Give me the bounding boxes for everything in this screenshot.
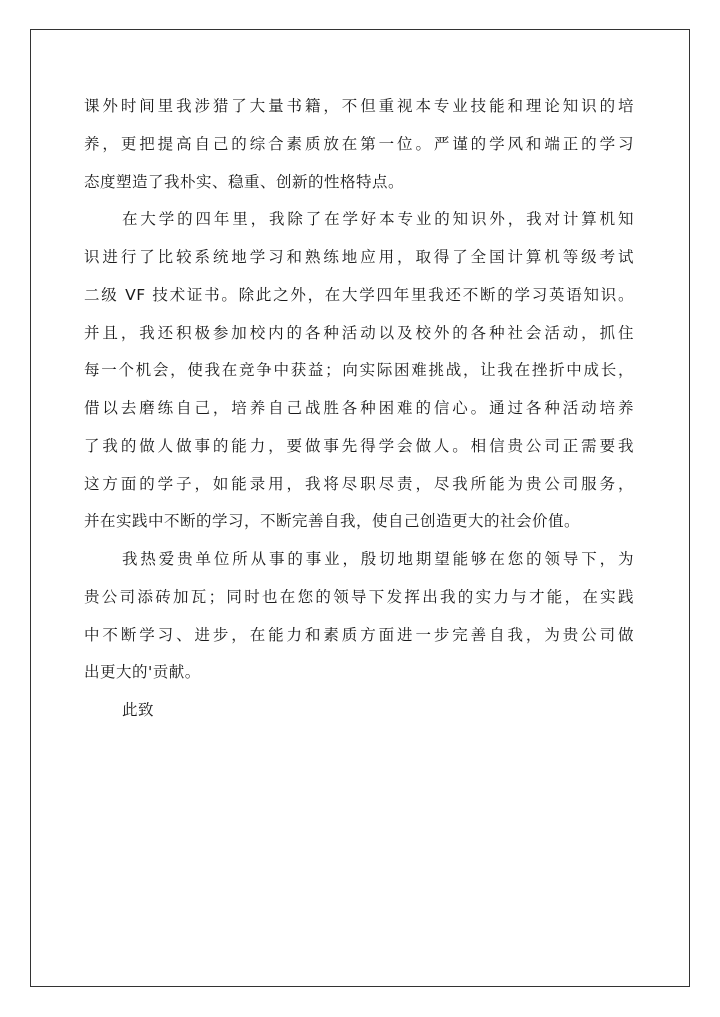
- text-line: 贵公司添砖加瓦；同时也在您的领导下发挥出我的实力与才能，在实践: [84, 587, 634, 606]
- text-line: 态度塑造了我朴实、稳重、创新的性格特点。: [84, 172, 405, 191]
- text-line: 课外时间里我涉猎了大量书籍，不但重视本专业技能和理论知识的培: [84, 97, 634, 115]
- text-line: 出更大的'贡献。: [84, 663, 201, 682]
- text-line: 中不断学习、进步，在能力和素质方面进一步完善自我，为贵公司做: [84, 625, 634, 644]
- text-line: 借以去磨练自己，培养自己战胜各种困难的信心。通过各种活动培养: [84, 399, 634, 417]
- paragraph-start-line: 我热爱贵单位所从事的事业，殷切地期望能够在您的领导下，为: [122, 550, 634, 568]
- text-line: 每一个机会，使我在竞争中获益；向实际困难挑战，让我在挫折中成长，: [84, 361, 634, 380]
- text-line: 这方面的学子，如能录用，我将尽职尽责，尽我所能为贵公司服务，: [84, 474, 634, 493]
- text-line: 二级 VF 技术证书。除此之外，在大学四年里我还不断的学习英语知识。: [84, 285, 634, 304]
- text-line: 并在实践中不断的学习，不断完善自我，使自己创造更大的社会价值。: [84, 512, 581, 531]
- text-line: 识进行了比较系统地学习和熟练地应用，取得了全国计算机等级考试: [84, 248, 634, 266]
- document-body: [84, 93, 634, 735]
- text-line: 并且，我还积极参加校内的各种活动以及校外的各种社会活动，抓住: [84, 323, 634, 342]
- closing-salutation: 此致: [122, 701, 155, 719]
- text-line: 了我的做人做事的能力，要做事先得学会做人。相信贵公司正需要我: [84, 436, 634, 455]
- paragraph-start-line: 在大学的四年里，我除了在学好本专业的知识外，我对计算机知: [122, 210, 634, 229]
- text-line: 养，更把提高自己的综合素质放在第一位。严谨的学风和端正的学习: [84, 134, 634, 153]
